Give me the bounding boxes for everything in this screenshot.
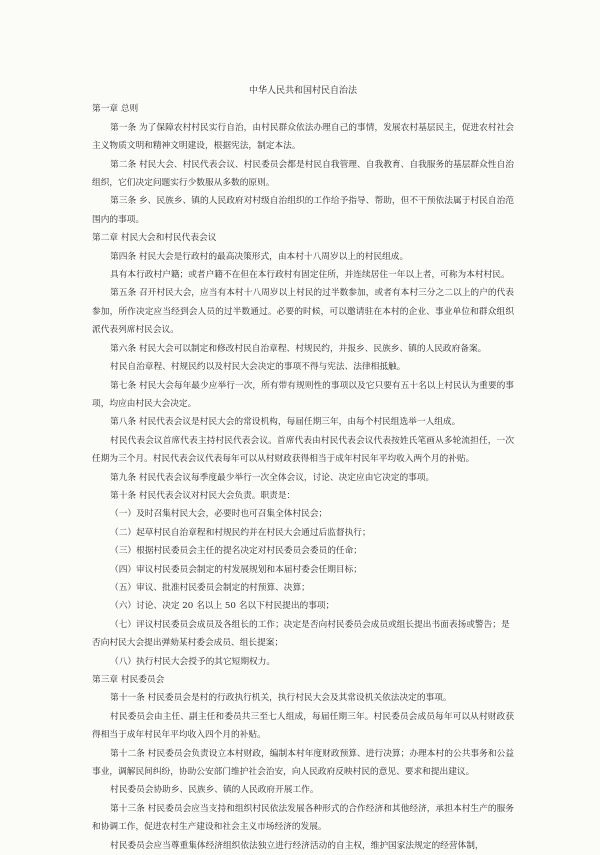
paragraph: 第一条 为了保障农村村民实行自治，由村民群众依法办理自己的事情，发展农村基层民主，促进农村社会主义物质文明和精神文明建设，根据宪法，制定本法。 [92, 122, 514, 152]
paragraph: 第二条 村民大会、村民代表会议、村民委员会都是村民自我管理、自我教育、自我服务的基层群众性自治组织，它们决定问题实行少数服从多数的原则。 [92, 159, 514, 189]
document-body [92, 100, 514, 855]
list-item: （四）审议村民委员会制定的村发展规划和本届村委会任期目标； [110, 564, 362, 575]
document-title: 中华人民共和国村民自治法 [248, 86, 357, 96]
paragraph: 村民自治章程、村规民约以及村民大会决定的事项不得与宪法、法律相抵触。 [110, 362, 406, 373]
paragraph: 第九条 村民代表会议每季度最少举行一次全体会议，讨论、决定应由它决定的事项。 [110, 472, 435, 483]
paragraph: 村民委员会协助乡、民族乡、镇的人民政府开展工作。 [110, 785, 319, 796]
paragraph: 第四条 村民大会是行政村的最高决策形式，由本村十八周岁以上的村民组成。 [110, 251, 409, 262]
paragraph: 第八条 村民代表会议是村民大会的常设机构，每届任期三年，由每个村民组选举一人组成。 [110, 417, 461, 428]
list-item: （六）讨论、决定 20 名以上 50 名以下村民提出的事项； [110, 601, 335, 612]
list-item: （一）及时召集村民大会，必要时也可召集全体村民会； [110, 509, 328, 520]
chapter-heading: 第二章 村民大会和村民代表会议 [92, 233, 217, 244]
paragraph: 第十一条 村民委员会是村的行政执行机关，执行村民大会及其常设机关依法决定的事项。 [110, 693, 452, 704]
paragraph: 第十条 村民代表会议对村民大会负责。职责是： [110, 490, 296, 501]
paragraph: 第五条 召开村民大会，应当有本村十八周岁以上村民的过半数参加，或者有本村三分之二以上的户的代表参加，所作决定应当经到会人员的过半数通过。必要的时候，可以邀请驻在本村的企业、事业单位和群众组织派代表列席村民会议。 [92, 288, 514, 336]
list-item: （七）评议村民委员会成员及各组长的工作；决定是否向村民委员会成员或组长提出书面表扬或警告；是否向村民大会提出弹劾某村委会成员、组长提案； [92, 619, 510, 649]
paragraph: 村民代表会议首席代表主持村民代表会议。首席代表由村民代表会议代表按姓氏笔画从多轮流担任，一次任期为三个月。村民代表会议代表每年可以从村财政获得相当于成年村民年平均收入两个月的补贴。 [92, 435, 514, 465]
list-item: （二）起草村民自治章程和村规民约并在村民大会通过后监督执行； [110, 527, 371, 538]
chapter-heading: 第三章 村民委员会 [92, 675, 165, 685]
paragraph: 第十三条 村民委员会应当支持和组织村民依法发展各种形式的合作经济和其他经济，承担本村生产的服务和协调工作，促进农村生产建设和社会主义市场经济的发展。 [92, 803, 514, 833]
paragraph: 具有本行政村户籍；或者户籍不在但在本行政村有固定住所，并连续居住一年以上者，可称为本村村民。 [110, 270, 510, 281]
paragraph: 村民委员会应当尊重集体经济组织依法独立进行经济活动的自主权，维护国家法规定的经营体制， [110, 840, 484, 851]
paragraph: 第六条 村民大会可以制定和修改村民自治章程、村规民约，并报乡、民族乡、镇的人民政府备案。 [110, 343, 487, 354]
list-item: （八）执行村民大会授予的其它短期权力。 [110, 656, 276, 667]
list-item: （三）根据村民委员会主任的提名决定对村民委员会委员的任命； [110, 546, 362, 557]
paragraph: 第三条 乡、民族乡、镇的人民政府对村级自治组织的工作给予指导、帮助，但不干预依法属于村民自治范围内的事项。 [92, 196, 514, 225]
list-item: （五）审议、批准村民委员会制定的村预算、决算； [110, 582, 310, 593]
chapter-heading: 第一章 总则 [92, 104, 139, 115]
paragraph: 第七条 村民大会每年最少应举行一次，所有带有规则性的事项以及它只要有五十名以上村民认为重要的事项，均应由村民大会决定。 [92, 380, 514, 409]
paragraph: 村民委员会由主任、副主任和委员共三至七人组成，每届任期三年。村民委员会成员每年可以从村财政获得相当于成年村民年平均收入四个月的补贴。 [92, 711, 514, 741]
paragraph: 第十二条 村民委员会负责设立本村财政，编制本村年度财政预算、进行决算；办理本村的公共事务和公益事业，调解民间纠纷，协助公安部门维护社会治安，向人民政府反映村民的意见、要求和提出建议。 [92, 748, 514, 778]
